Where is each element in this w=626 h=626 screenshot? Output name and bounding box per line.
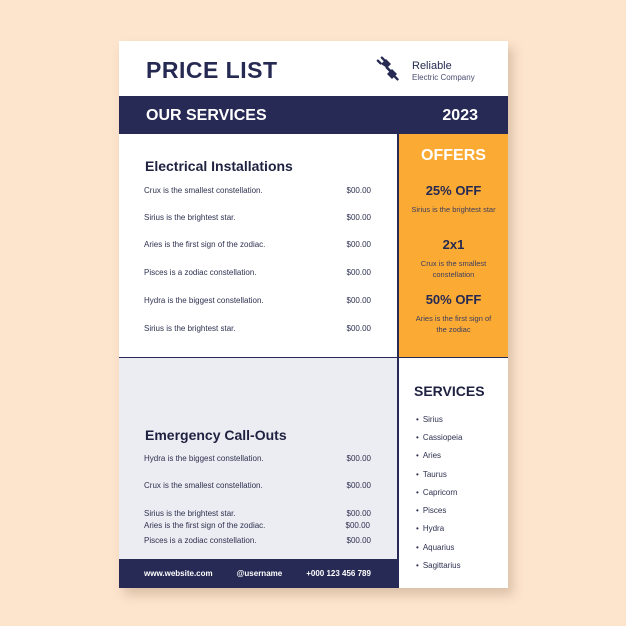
offers-panel — [399, 134, 508, 358]
offer-headline: 2x1 — [442, 237, 465, 252]
footer-username: @username — [236, 569, 283, 578]
page-title: PRICE LIST — [146, 57, 278, 83]
price-row — [144, 296, 371, 305]
services-title: SERVICES — [414, 383, 485, 399]
price-row — [144, 268, 371, 277]
service-list-item: • Cassiopeia — [416, 433, 462, 442]
service-price: $00.00 — [346, 481, 371, 490]
price-row — [144, 213, 371, 222]
service-price: $00.00 — [346, 240, 371, 249]
service-price: $00.00 — [346, 454, 371, 463]
price-row — [144, 521, 370, 530]
service-label: Hydra is the biggest constellation. — [144, 296, 264, 305]
service-label: Crux is the smallest constellation. — [144, 481, 263, 490]
footer-phone: +000 123 456 789 — [306, 569, 371, 578]
price-row — [144, 324, 371, 333]
section-title: Emergency Call-Outs — [145, 427, 287, 443]
service-price: $00.00 — [346, 186, 371, 195]
price-row — [144, 509, 371, 518]
service-price: $00.00 — [346, 268, 371, 277]
offer-description: Sirius is the brightest star — [411, 205, 496, 214]
brand-subtitle: Electric Company — [412, 73, 475, 82]
service-price: $00.00 — [346, 324, 371, 333]
footer-website: www.website.com — [144, 569, 213, 578]
price-list-page — [119, 41, 508, 588]
service-price: $00.00 — [346, 296, 371, 305]
offer-headline: 50% OFF — [425, 292, 482, 307]
offer-description: Crux is the smallest constellation — [420, 259, 487, 279]
service-price: $00.00 — [346, 536, 371, 545]
price-row — [144, 536, 371, 545]
service-price: $00.00 — [346, 509, 371, 518]
electrical-installations-section — [119, 134, 398, 357]
service-list-item: • Aries — [416, 451, 441, 460]
service-label: Pisces is a zodiac constellation. — [144, 536, 257, 545]
service-list-item: • Sagittarius — [416, 561, 461, 570]
service-label: Pisces is a zodiac constellation. — [144, 268, 257, 277]
band-year: 2023 — [442, 107, 478, 124]
band-title: OUR SERVICES — [146, 107, 267, 124]
price-row — [144, 186, 371, 195]
service-list-item: • Pisces — [416, 506, 446, 515]
price-row — [144, 481, 371, 490]
service-list-item: • Taurus — [416, 470, 447, 479]
service-list-item: • Aquarius — [416, 543, 454, 552]
offer-headline: 25% OFF — [425, 183, 482, 198]
service-label: Sirius is the brightest star. — [144, 509, 236, 518]
service-label: Aries is the first sign of the zodiac. — [144, 521, 266, 530]
services-panel — [399, 359, 508, 588]
service-price: $00.00 — [345, 521, 370, 530]
service-label: Sirius is the brightest star. — [144, 324, 236, 333]
offers-title: OFFERS — [421, 147, 486, 164]
price-row — [144, 240, 371, 249]
plug-icon — [376, 56, 402, 82]
service-label: Crux is the smallest constellation. — [144, 186, 263, 195]
footer-bar — [119, 559, 398, 588]
brand-name: Reliable — [412, 60, 452, 72]
price-row — [144, 454, 371, 463]
services-band — [119, 96, 508, 134]
section-title: Electrical Installations — [145, 158, 293, 174]
service-label: Aries is the first sign of the zodiac. — [144, 240, 266, 249]
service-list-item: • Hydra — [416, 524, 444, 533]
service-list-item: • Sirius — [416, 415, 443, 424]
service-label: Sirius is the brightest star. — [144, 213, 236, 222]
offer-description: Aries is the first sign of the zodiac — [415, 314, 492, 334]
service-list-item: • Capricorn — [416, 488, 458, 497]
service-label: Hydra is the biggest constellation. — [144, 454, 264, 463]
service-price: $00.00 — [346, 213, 371, 222]
